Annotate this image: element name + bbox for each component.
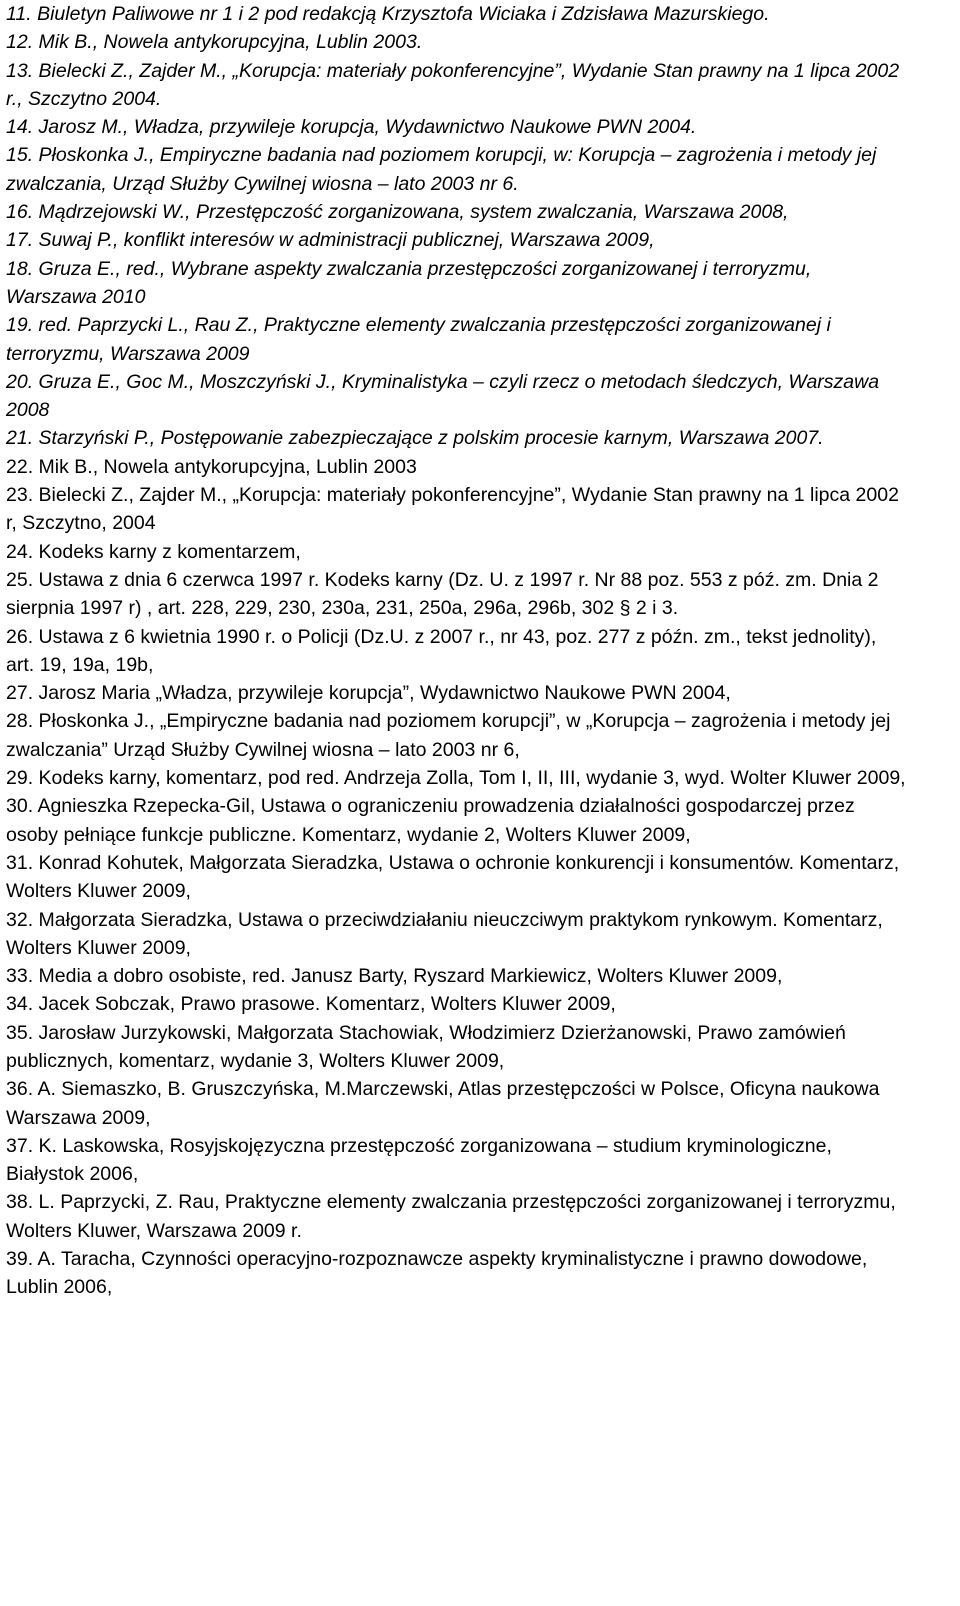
bibliography-entry-39: 39. A. Taracha, Czynności operacyjno-rozpoznawcze aspekty kryminalistyczne i prawno dowodowe, Lublin 2006, [6,1248,868,1299]
bibliography-entry-16: 16. Mądrzejowski W., Przestępczość zorganizowana, system zwalczania, Warszawa 2008, [6,201,789,224]
bibliography-list [6,0,906,1302]
bibliography-entry-36: 36. A. Siemaszko, B. Gruszczyńska, M.Marczewski, Atlas przestępczości w Polsce, Oficyna naukowa Warszawa 2009, [6,1078,880,1129]
bibliography-entry-32: 32. Małgorzata Sieradzka, Ustawa o przeciwdziałaniu nieuczciwym praktykom rynkowym. Komentarz, Wolters Kluwer 2009, [6,908,883,959]
bibliography-entry-34: 34. Jacek Sobczak, Prawo prasowe. Komentarz, Wolters Kluwer 2009, [6,993,616,1016]
bibliography-entry-17: 17. Suwaj P., konflikt interesów w administracji publicznej, Warszawa 2009, [6,229,655,252]
bibliography-entry-18: 18. Gruza E., red., Wybrane aspekty zwalczania przestępczości zorganizowanej i terroryzmu, Warszawa 2010 [6,257,812,308]
bibliography-entry-14: 14. Jarosz M., Władza, przywileje korupcja, Wydawnictwo Naukowe PWN 2004. [6,116,697,139]
bibliography-entry-35: 35. Jarosław Jurzykowski, Małgorzata Stachowiak, Włodzimierz Dzierżanowski, Prawo zamówień publicznych, komentarz, wydanie 3, Wolters Kluwer 2009, [6,1021,846,1072]
bibliography-entry-15: 15. Płoskonka J., Empiryczne badania nad poziomem korupcji, w: Korupcja – zagrożenia i metody jej zwalczania, Urząd Służby Cywilnej wiosna – lato 2003 nr 6. [6,144,877,195]
bibliography-entry-31: 31. Konrad Kohutek, Małgorzata Sieradzka, Ustawa o ochronie konkurencji i konsumentów. Komentarz, Wolters Kluwer 2009, [6,851,900,903]
bibliography-entry-28: 28. Płoskonka J., „Empiryczne badania nad poziomem korupcji”, w „Korupcja – zagrożenia i metody jej zwalczania” Urząd Służby Cywilnej wiosna – lato 2003 nr 6, [6,710,891,761]
bibliography-entry-12: 12. Mik B., Nowela antykorupcyjna, Lublin 2003. [6,31,423,54]
bibliography-entry-19: 19. red. Paprzycki L., Rau Z., Praktyczne elementy zwalczania przestępczości zorganizowanej i terroryzmu, Warszawa 2009 [6,314,831,365]
bibliography-entry-23: 23. Bielecki Z., Zajder M., „Korupcja: materiały pokonferencyjne”, Wydanie Stan prawny na 1 lipca 2002 r, Szczytno, 2004 [6,484,899,535]
bibliography-entry-20: 20. Gruza E., Goc M., Moszczyński J., Kryminalistyka – czyli rzecz o metodach śledczych, Warszawa 2008 [6,370,880,422]
bibliography-entry-21: 21. Starzyński P., Postępowanie zabezpieczające z polskim procesie karnym, Warszawa 2007. [6,427,824,450]
bibliography-entry-26: 26. Ustawa z 6 kwietnia 1990 r. o Policji (Dz.U. z 2007 r., nr 43, poz. 277 z późn. zm., tekst jednolity), art. 19, 19a, 19b, [6,625,877,676]
bibliography-entry-33: 33. Media a dobro osobiste, red. Janusz Barty, Ryszard Markiewicz, Wolters Kluwer 2009, [6,965,783,988]
bibliography-entry-29: 29. Kodeks karny, komentarz, pod red. Andrzeja Zolla, Tom I, II, III, wydanie 3, wyd. Wolter Kluwer 2009, [6,767,906,790]
bibliography-entry-24: 24. Kodeks karny z komentarzem, [6,540,301,563]
bibliography-entry-11: 11. Biuletyn Paliwowe nr 1 i 2 pod redakcją Krzysztofa Wiciaka i Zdzisława Mazurskiego. [6,3,770,25]
bibliography-entry-13: 13. Bielecki Z., Zajder M., „Korupcja: materiały pokonferencyjne”, Wydanie Stan prawny na 1 lipca 2002 r., Szczytno 2004. [6,59,900,110]
bibliography-entry-37: 37. K. Laskowska, Rosyjskojęzyczna przestępczość zorganizowana – studium kryminologiczne, Białystok 2006, [6,1134,832,1186]
bibliography-entry-22: 22. Mik B., Nowela antykorupcyjna, Lublin 2003 [6,455,417,478]
bibliography-entry-25: 25. Ustawa z dnia 6 czerwca 1997 r. Kodeks karny (Dz. U. z 1997 r. Nr 88 poz. 553 z póź. zm. Dnia 2 sierpnia 1997 r) , art. 228, 229, 230, 230a, 231, 250a, 296a, 296b, 302 § 2 i 3. [6,568,879,620]
bibliography-entry-38: 38. L. Paprzycki, Z. Rau, Praktyczne elementy zwalczania przestępczości zorganizowanej i terroryzmu, Wolters Kluwer, Warszawa 2009 r. [6,1191,896,1242]
bibliography-entry-27: 27. Jarosz Maria „Władza, przywileje korupcja”, Wydawnictwo Naukowe PWN 2004, [6,682,731,705]
bibliography-entry-30: 30. Agnieszka Rzepecka-Gil, Ustawa o ograniczeniu prowadzenia działalności gospodarczej przez osoby pełniące funkcje publiczne. Komentarz, wydanie 2, Wolters Kluwer 2009, [6,795,855,846]
